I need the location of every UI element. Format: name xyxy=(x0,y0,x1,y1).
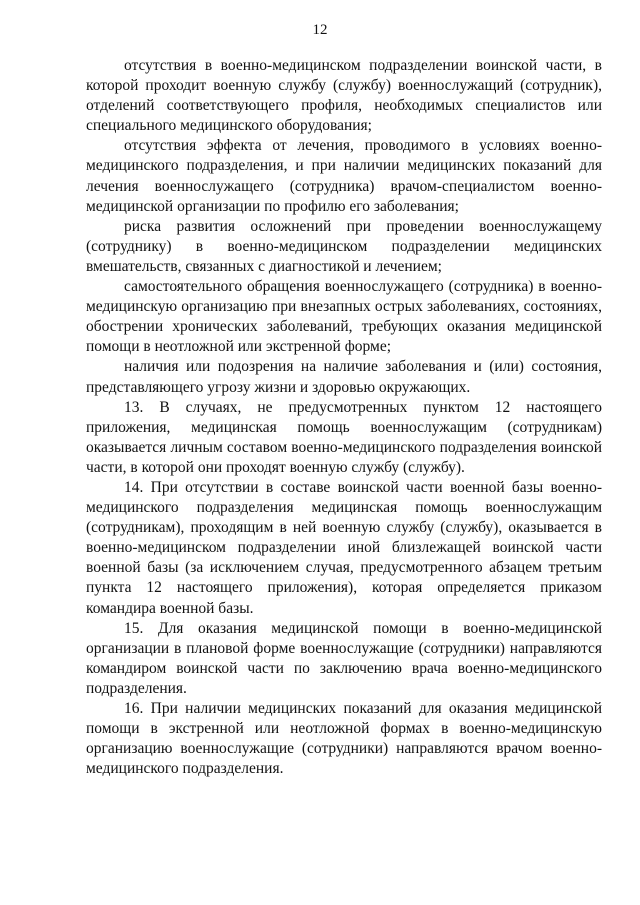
paragraph-no-treatment-effect: отсутствия эффекта от лечения, проводимого в условиях военно-медицинского подразделения, и при наличии медицинских показаний для лечения военнослужащего (сотрудника) врачом-специалистом военно-медицинской организации по профилю его заболевания; xyxy=(86,137,602,215)
paragraph-complication-risk: риска развития осложнений при проведении военнослужащему (сотруднику) в военно-медицинском подразделении медицинских вмешательств, связанных с диагностикой и лечением; xyxy=(86,217,602,275)
paragraph-infectious-threat: наличия или подозрения на наличие заболевания и (или) состояния, представляющего угрозу жизни и здоровью окружающих. xyxy=(86,358,602,396)
paragraph-item-13: 13. В случаях, не предусмотренных пунктом 12 настоящего приложения, медицинская помощь военнослужащим (сотрудникам) оказывается личным составом военно-медицинского подразделения воинской части, в которой они проходят военную службу (службу). xyxy=(86,398,602,476)
document-body xyxy=(86,56,602,779)
page-number: 12 xyxy=(312,22,328,38)
paragraph-self-referral: самостоятельного обращения военнослужащего (сотрудника) в военно-медицинскую организацию при внезапных острых заболеваниях, состояниях, обострении хронических заболеваний, требующих оказания медицинской помощи в неотложной или экстренной форме; xyxy=(86,278,602,356)
paragraph-absence-of-departments: отсутствия в военно-медицинском подразделении воинской части, в которой проходит военную службу (службу) военнослужащий (сотрудник), отделений соответствующего профиля, необходимых специалистов или специального медицинского оборудования; xyxy=(86,57,602,135)
paragraph-item-15: 15. Для оказания медицинской помощи в военно-медицинской организации в плановой форме военнослужащие (сотрудники) направляются командиром воинской части по заключению врача военно-медицинского подразделения. xyxy=(86,619,602,697)
paragraph-item-14: 14. При отсутствии в составе воинской части военной базы военно-медицинского подразделения медицинская помощь военнослужащим (сотрудникам), проходящим в ней военную службу (службу), оказывается в военно-медицинском подразделении иной близлежащей воинской части военной базы (за исключением случая, предусмотренного абзацем третьим пункта 12 настоящего приложения), которая определяется приказом командира военной базы. xyxy=(86,478,602,617)
paragraph-item-16: 16. При наличии медицинских показаний для оказания медицинской помощи в экстренной или неотложной формах в военно-медицинскую организацию военнослужащие (сотрудники) направляются врачом военно-медицинского подразделения. xyxy=(86,700,602,778)
